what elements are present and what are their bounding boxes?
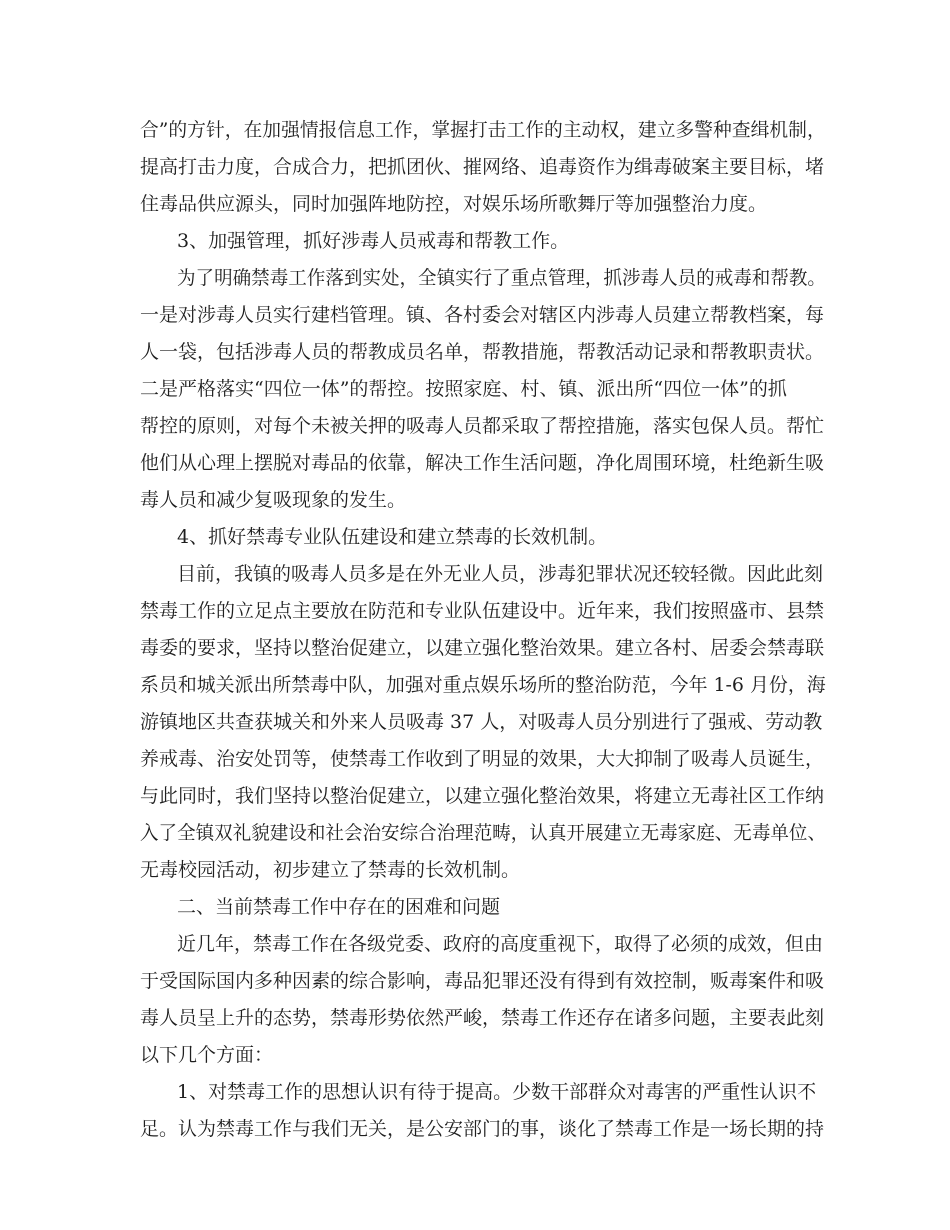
text-line: 于受国际国内多种因素的综合影响，毒品犯罪还没有得到有效控制，贩毒案件和吸 — [140, 970, 825, 992]
text-line: 提高打击力度，合成合力，把抓团伙、摧网络、追毒资作为缉毒破案主要目标，堵 — [140, 156, 825, 178]
text-line: 以下几个方面： — [140, 1044, 274, 1066]
text-line: 人一袋，包括涉毒人员的帮教成员名单，帮教措施，帮教活动记录和帮教职责状。 — [140, 341, 825, 363]
text-line: 系员和城关派出所禁毒中队，加强对重点娱乐场所的整治防范，今年 1-6 月份，海 — [140, 674, 826, 696]
text-line: 禁毒工作的立足点主要放在防范和专业队伍建设中。近年来，我们按照盛市、县禁 — [140, 600, 825, 622]
section-heading: 3、加强管理，抓好涉毒人员戒毒和帮教工作。 — [177, 230, 570, 252]
text-line: 入了全镇双礼貌建设和社会治安综合治理范畴，认真开展建立无毒家庭、无毒单位、 — [140, 822, 827, 844]
text-line: 帮控的原则，对每个未被关押的吸毒人员都采取了帮控措施，落实包保人员。帮忙 — [140, 415, 825, 437]
text-line: 毒人员呈上升的态势，禁毒形势依然严峻，禁毒工作还存在诸多问题，主要表此刻 — [140, 1007, 825, 1029]
text-line: 为了明确禁毒工作落到实处，全镇实行了重点管理，抓涉毒人员的戒毒和帮教。 — [177, 267, 826, 289]
section-heading: 4、抓好禁毒专业队伍建设和建立禁毒的长效机制。 — [177, 526, 608, 548]
text-line: 毒委的要求，坚持以整治促建立，以建立强化整治效果。建立各村、居委会禁毒联 — [140, 637, 825, 659]
text-line: 住毒品供应源头，同时加强阵地防控，对娱乐场所歌舞厅等加强整治力度。 — [140, 193, 768, 215]
text-line: 与此同时，我们坚持以整治促建立，以建立强化整治效果，将建立无毒社区工作纳 — [140, 785, 825, 807]
text-line: 合”的方针，在加强情报信息工作，掌握打击工作的主动权，建立多警种查缉机制， — [140, 119, 826, 141]
text-line: 无毒校园活动，初步建立了禁毒的长效机制。 — [140, 859, 521, 881]
section-heading: 二、当前禁毒工作中存在的困难和问题 — [177, 896, 501, 918]
text-line: 目前，我镇的吸毒人员多是在外无业人员，涉毒犯罪状况还较轻微。因此此刻 — [177, 563, 824, 585]
text-line: 足。认为禁毒工作与我们无关，是公安部门的事，谈化了禁毒工作是一场长期的持 — [140, 1118, 825, 1140]
text-line: 养戒毒、治安处罚等，使禁毒工作收到了明显的效果，大大抑制了吸毒人员诞生， — [140, 748, 825, 770]
text-line: 二是严格落实“四位一体”的帮控。按照家庭、村、镇、派出所“四位一体”的抓 — [140, 378, 787, 400]
text-line: 游镇地区共查获城关和外来人员吸毒 37 人，对吸毒人员分别进行了强戒、劳动教 — [140, 711, 823, 733]
text-line: 一是对涉毒人员实行建档管理。镇、各村委会对辖区内涉毒人员建立帮教档案，每 — [140, 304, 825, 326]
text-line: 毒人员和减少复吸现象的发生。 — [140, 489, 407, 511]
text-line: 他们从心理上摆脱对毒品的依靠，解决工作生活问题，净化周围环境，杜绝新生吸 — [140, 452, 825, 474]
text-line: 1、对禁毒工作的思想认识有待于提高。少数干部群众对毒害的严重性认识不 — [177, 1081, 817, 1103]
text-line: 近几年，禁毒工作在各级党委、政府的高度重视下，取得了必须的成效，但由 — [177, 933, 824, 955]
